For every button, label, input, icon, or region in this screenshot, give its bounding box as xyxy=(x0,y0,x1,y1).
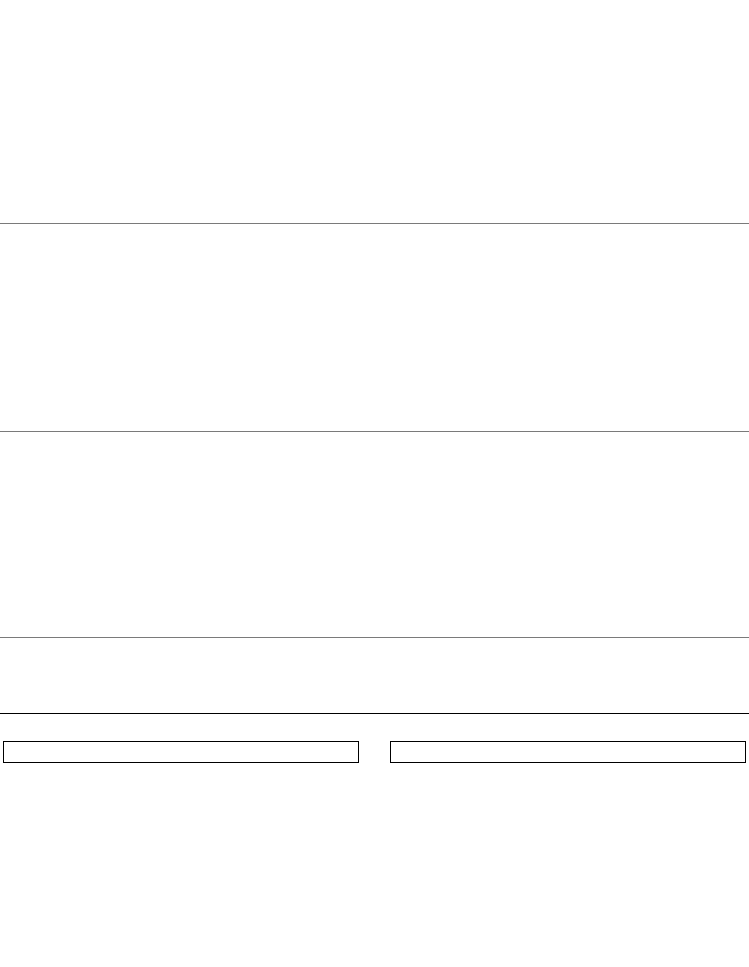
usage-precautions-box xyxy=(390,741,746,763)
usage-title-underline xyxy=(0,713,749,714)
section-divider xyxy=(0,223,749,224)
section-divider xyxy=(0,431,749,432)
safety-points-box xyxy=(3,741,359,763)
section-divider xyxy=(0,637,749,638)
